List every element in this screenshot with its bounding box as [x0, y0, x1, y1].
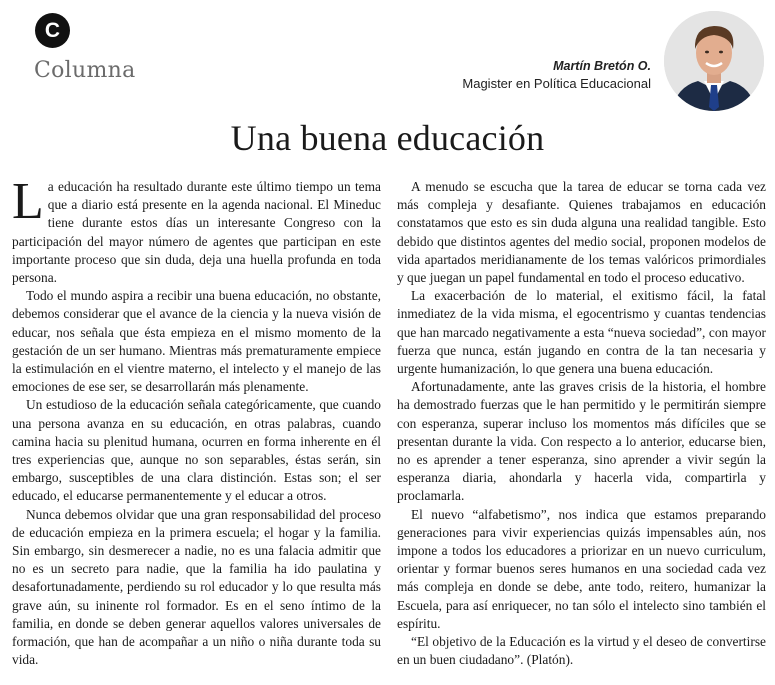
- article-column-right: [397, 178, 766, 678]
- author-byline: [462, 57, 651, 93]
- paragraph: La educación ha resultado durante este último tiempo un tema que a diario está presente en la agenda nacional. El Mineduc tiene durante estos días un interesante Congreso con la participación del mayor número de agentes que participan en este importante proceso que sin duda, deja una huella profunda en toda persona.: [12, 173, 381, 286]
- column-badge: C: [35, 13, 70, 48]
- drop-cap: L: [12, 173, 44, 230]
- paragraph: El nuevo “alfabetismo”, nos indica que estamos preparando generaciones para vivir experiencias quizás impensables aún, nos impone a todos los educadores a priorizar en un nuevo curriculum, orientar y formar buenos seres humanos en una sociedad cada vez más compleja en donde se debe, ante todo, reitero, humanizar la Escuela, para así enriquecer, no tan sólo el intelecto sino también el espíritu.: [397, 506, 766, 631]
- article-headline: Una buena educación: [230, 118, 545, 158]
- closing-quote: “El objetivo de la Educación es la virtud y el deseo de convertirse en un buen ciudadano”. (Platón).: [397, 634, 766, 668]
- paragraph: Afortunadamente, ante las graves crisis de la historia, el hombre ha demostrado fuerzas que le han permitido y le permitirán siempre con esperanza, superar incluso los momentos más difíciles que se presentan durante la vida. Con respecto a lo anterior, educarse bien, no es aprender a tener esperanza, sino aprender a vivir según la esperanza diaria, ahondarla y hacerla vida, compartirla y proclamarla.: [397, 379, 766, 504]
- paragraph: Un estudioso de la educación señala categóricamente, que cuando una persona avanza en su educación, en otras palabras, cuando camina hacia su plenitud humana, ocurren en forma inherente en él tres experiencias que, aunque no son separables, éstas serán, sin embargo, susceptibles de una clara distinción. Estas son; el ser educado, el educarse permanentemente y el educar a otros.: [12, 397, 381, 504]
- paragraph: Nunca debemos olvidar que una gran responsabilidad del proceso de educación empieza en la primera escuela; el hogar y la familia. Sin embargo, sin desmerecer a nadie, no es una falacia admitir que no es un secreto para nadie, que la familia ha ido paulatina y desafortunadamente, perdiendo su rol educador y lo que resulta más grave aún, su ininente rol formador. Es en el seno íntimo de la familia, en donde se deben generar aquellos valores universales de formación, que han de acompañar a un niño o niña durante toda su vida.: [12, 506, 381, 668]
- section-label: Columna: [34, 58, 136, 83]
- author-role: Magister en Política Educacional: [462, 76, 651, 91]
- article-column-left: [12, 173, 381, 678]
- paragraph: Todo el mundo aspira a recibir una buena educación, no obstante, debemos considerar que el avance de la ciencia y la nueva visión de educar, nos señala que ésta empieza en el mismo momento de la gestación de un ser humano. Mientras más prematuramente empiece la estimulación en el vientre materno, el intelecto y el manejo de las emociones de ese ser, se desarrollarán más plenamente.: [12, 288, 381, 395]
- author-name: Martín Bretón O.: [553, 59, 651, 73]
- author-photo: [664, 11, 764, 111]
- paragraph: La exacerbación de lo material, el exitismo fácil, la fatal inmediatez de la vida misma, el egocentrismo y cuantas tendencias que han marcado negativamente a esta “nueva sociedad”, con mayor fuerza que nunca, están jugando en contra de la tan necesaria y urgente humanización, lo que genera una buena educación.: [397, 288, 766, 377]
- paragraph: A menudo se escucha que la tarea de educar se torna cada vez más compleja y desafiante. Quienes trabajamos en educación constatamos que esto es sin duda alguna una realidad tangible. Esto debido que distintos agentes del medio social, proponen modelos de vida apartados meridianamente de los temas valóricos primordiales y que juegan un papel fundamental en todo el proceso educativo.: [397, 179, 766, 286]
